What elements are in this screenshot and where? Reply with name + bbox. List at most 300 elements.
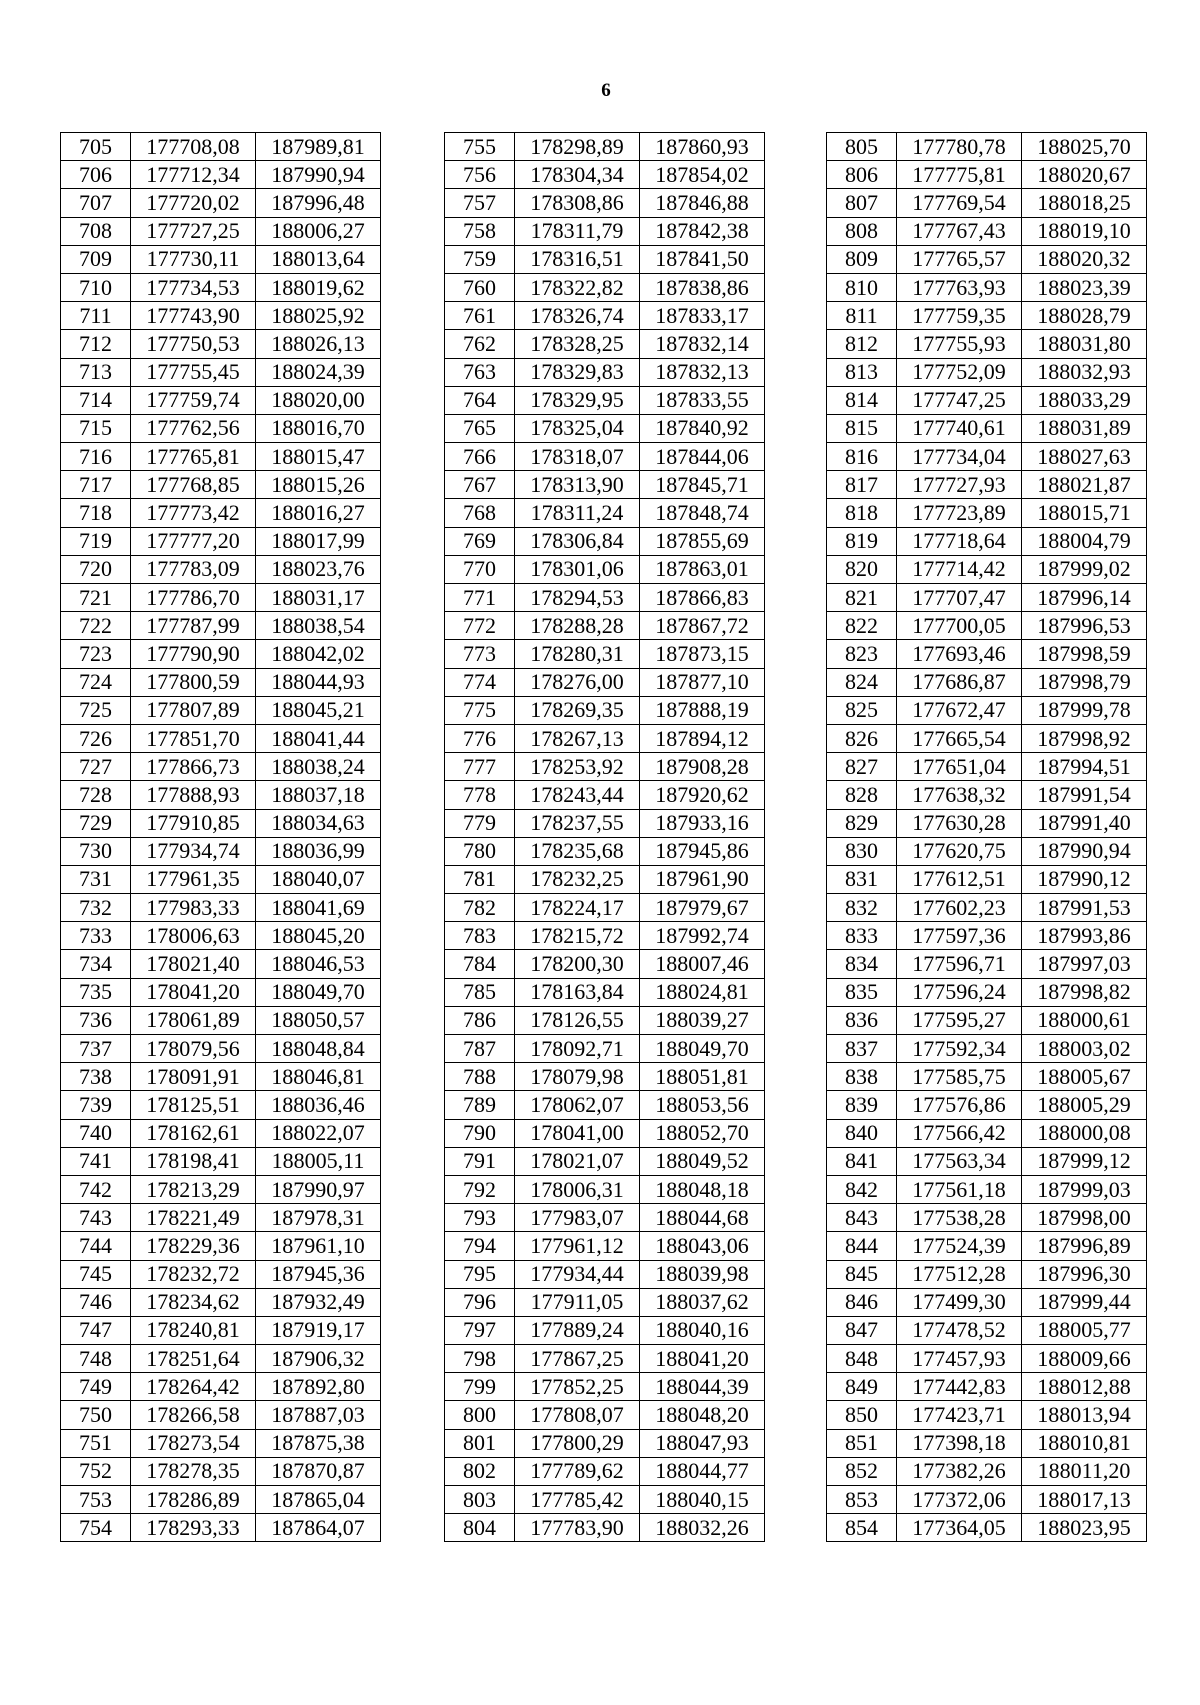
table-row [827, 1429, 1147, 1457]
point-number-cell: 784 [445, 950, 515, 978]
y-coordinate-cell: 187979,67 [640, 894, 765, 922]
table-row [445, 527, 765, 555]
y-coordinate-cell: 188006,27 [256, 217, 381, 245]
y-coordinate-cell: 188016,27 [256, 499, 381, 527]
table-row [61, 1035, 381, 1063]
y-coordinate-cell: 187867,72 [640, 612, 765, 640]
x-coordinate-cell: 178286,89 [131, 1486, 256, 1514]
point-number-cell: 765 [445, 414, 515, 442]
y-coordinate-cell: 188044,93 [256, 668, 381, 696]
point-number-cell: 747 [61, 1316, 131, 1344]
x-coordinate-cell: 178021,07 [515, 1147, 640, 1175]
y-coordinate-cell: 187844,06 [640, 443, 765, 471]
table-row [445, 950, 765, 978]
point-number-cell: 773 [445, 640, 515, 668]
y-coordinate-cell: 187996,30 [1022, 1260, 1147, 1288]
x-coordinate-cell: 177630,28 [897, 809, 1022, 837]
y-coordinate-cell: 188044,77 [640, 1457, 765, 1485]
y-coordinate-cell: 188031,80 [1022, 330, 1147, 358]
x-coordinate-cell: 177755,45 [131, 358, 256, 386]
point-number-cell: 852 [827, 1457, 897, 1485]
y-coordinate-cell: 188011,20 [1022, 1457, 1147, 1485]
point-number-cell: 782 [445, 894, 515, 922]
y-coordinate-cell: 188025,70 [1022, 133, 1147, 161]
x-coordinate-cell: 177769,54 [897, 189, 1022, 217]
point-number-cell: 726 [61, 724, 131, 752]
table-row [827, 555, 1147, 583]
y-coordinate-cell: 187873,15 [640, 640, 765, 668]
y-coordinate-cell: 188040,16 [640, 1316, 765, 1344]
point-number-cell: 723 [61, 640, 131, 668]
table-row [61, 584, 381, 612]
y-coordinate-cell: 187997,03 [1022, 950, 1147, 978]
point-number-cell: 729 [61, 809, 131, 837]
point-number-cell: 809 [827, 245, 897, 273]
x-coordinate-cell: 177866,73 [131, 753, 256, 781]
y-coordinate-cell: 187999,03 [1022, 1175, 1147, 1203]
y-coordinate-cell: 188009,66 [1022, 1345, 1147, 1373]
y-coordinate-cell: 187992,74 [640, 922, 765, 950]
y-coordinate-cell: 187998,82 [1022, 978, 1147, 1006]
x-coordinate-cell: 177808,07 [515, 1401, 640, 1429]
x-coordinate-cell: 177867,25 [515, 1345, 640, 1373]
x-coordinate-cell: 178326,74 [515, 302, 640, 330]
table-row [61, 1401, 381, 1429]
table-row [61, 330, 381, 358]
point-number-cell: 780 [445, 837, 515, 865]
y-coordinate-cell: 187845,71 [640, 471, 765, 499]
x-coordinate-cell: 177566,42 [897, 1119, 1022, 1147]
point-number-cell: 744 [61, 1232, 131, 1260]
point-number-cell: 761 [445, 302, 515, 330]
point-number-cell: 830 [827, 837, 897, 865]
y-coordinate-cell: 187991,53 [1022, 894, 1147, 922]
point-number-cell: 733 [61, 922, 131, 950]
x-coordinate-cell: 177585,75 [897, 1063, 1022, 1091]
point-number-cell: 769 [445, 527, 515, 555]
table-row [445, 1373, 765, 1401]
x-coordinate-cell: 178237,55 [515, 809, 640, 837]
table-row [827, 1316, 1147, 1344]
point-number-cell: 801 [445, 1429, 515, 1457]
y-coordinate-cell: 188041,20 [640, 1345, 765, 1373]
x-coordinate-cell: 178294,53 [515, 584, 640, 612]
point-number-cell: 741 [61, 1147, 131, 1175]
point-number-cell: 804 [445, 1514, 515, 1542]
table-row [827, 1119, 1147, 1147]
x-coordinate-cell: 178092,71 [515, 1035, 640, 1063]
point-number-cell: 802 [445, 1457, 515, 1485]
point-number-cell: 724 [61, 668, 131, 696]
x-coordinate-cell: 178278,35 [131, 1457, 256, 1485]
y-coordinate-cell: 187999,44 [1022, 1288, 1147, 1316]
x-coordinate-cell: 178264,42 [131, 1373, 256, 1401]
point-number-cell: 798 [445, 1345, 515, 1373]
table-row [61, 865, 381, 893]
table-row [445, 443, 765, 471]
y-coordinate-cell: 188036,46 [256, 1091, 381, 1119]
table-row [61, 499, 381, 527]
x-coordinate-cell: 178061,89 [131, 1006, 256, 1034]
table-row [445, 302, 765, 330]
y-coordinate-cell: 187991,54 [1022, 781, 1147, 809]
table-row [61, 273, 381, 301]
x-coordinate-cell: 177790,90 [131, 640, 256, 668]
table-row [827, 809, 1147, 837]
y-coordinate-cell: 188000,61 [1022, 1006, 1147, 1034]
x-coordinate-cell: 177592,34 [897, 1035, 1022, 1063]
table-row [445, 189, 765, 217]
point-number-cell: 789 [445, 1091, 515, 1119]
y-coordinate-cell: 187990,97 [256, 1175, 381, 1203]
point-number-cell: 846 [827, 1288, 897, 1316]
y-coordinate-cell: 187833,17 [640, 302, 765, 330]
x-coordinate-cell: 178293,33 [131, 1514, 256, 1542]
table-row [61, 1288, 381, 1316]
y-coordinate-cell: 188049,70 [256, 978, 381, 1006]
x-coordinate-cell: 177910,85 [131, 809, 256, 837]
table-row [445, 894, 765, 922]
point-number-cell: 831 [827, 865, 897, 893]
table-row [61, 1316, 381, 1344]
table-row [61, 358, 381, 386]
point-number-cell: 707 [61, 189, 131, 217]
x-coordinate-cell: 177707,47 [897, 584, 1022, 612]
x-coordinate-cell: 177755,93 [897, 330, 1022, 358]
y-coordinate-cell: 187996,89 [1022, 1232, 1147, 1260]
point-number-cell: 758 [445, 217, 515, 245]
x-coordinate-cell: 178325,04 [515, 414, 640, 442]
table-row [827, 1373, 1147, 1401]
x-coordinate-cell: 177364,05 [897, 1514, 1022, 1542]
y-coordinate-cell: 188049,70 [640, 1035, 765, 1063]
x-coordinate-cell: 178329,95 [515, 386, 640, 414]
point-number-cell: 785 [445, 978, 515, 1006]
point-number-cell: 736 [61, 1006, 131, 1034]
point-number-cell: 841 [827, 1147, 897, 1175]
x-coordinate-cell: 177807,89 [131, 696, 256, 724]
table-row [61, 1063, 381, 1091]
point-number-cell: 732 [61, 894, 131, 922]
point-number-cell: 725 [61, 696, 131, 724]
point-number-cell: 811 [827, 302, 897, 330]
y-coordinate-cell: 188017,99 [256, 527, 381, 555]
x-coordinate-cell: 177596,24 [897, 978, 1022, 1006]
x-coordinate-cell: 178280,31 [515, 640, 640, 668]
point-number-cell: 712 [61, 330, 131, 358]
x-coordinate-cell: 178301,06 [515, 555, 640, 583]
y-coordinate-cell: 187999,02 [1022, 555, 1147, 583]
table-row [445, 640, 765, 668]
x-coordinate-cell: 177785,42 [515, 1486, 640, 1514]
x-coordinate-cell: 178006,63 [131, 922, 256, 950]
x-coordinate-cell: 177911,05 [515, 1288, 640, 1316]
x-coordinate-cell: 177773,42 [131, 499, 256, 527]
x-coordinate-cell: 177720,02 [131, 189, 256, 217]
y-coordinate-cell: 188020,67 [1022, 161, 1147, 189]
table-row [827, 499, 1147, 527]
point-number-cell: 770 [445, 555, 515, 583]
table-row [827, 865, 1147, 893]
x-coordinate-cell: 177759,74 [131, 386, 256, 414]
y-coordinate-cell: 188040,07 [256, 865, 381, 893]
table-row [445, 330, 765, 358]
point-number-cell: 753 [61, 1486, 131, 1514]
x-coordinate-cell: 178276,00 [515, 668, 640, 696]
point-number-cell: 851 [827, 1429, 897, 1457]
x-coordinate-cell: 177763,93 [897, 273, 1022, 301]
table-row [445, 1514, 765, 1542]
x-coordinate-cell: 178304,34 [515, 161, 640, 189]
point-number-cell: 751 [61, 1429, 131, 1457]
y-coordinate-cell: 187961,10 [256, 1232, 381, 1260]
point-number-cell: 752 [61, 1457, 131, 1485]
table-row [445, 809, 765, 837]
point-number-cell: 717 [61, 471, 131, 499]
y-coordinate-cell: 188007,46 [640, 950, 765, 978]
point-number-cell: 814 [827, 386, 897, 414]
table-row [61, 1514, 381, 1542]
point-number-cell: 772 [445, 612, 515, 640]
x-coordinate-cell: 178125,51 [131, 1091, 256, 1119]
point-number-cell: 754 [61, 1514, 131, 1542]
y-coordinate-cell: 188045,21 [256, 696, 381, 724]
x-coordinate-cell: 177734,04 [897, 443, 1022, 471]
table-row [827, 358, 1147, 386]
point-number-cell: 824 [827, 668, 897, 696]
point-number-cell: 786 [445, 1006, 515, 1034]
table-row [827, 471, 1147, 499]
y-coordinate-cell: 188017,13 [1022, 1486, 1147, 1514]
x-coordinate-cell: 177718,64 [897, 527, 1022, 555]
y-coordinate-cell: 188024,81 [640, 978, 765, 1006]
point-number-cell: 777 [445, 753, 515, 781]
x-coordinate-cell: 178273,54 [131, 1429, 256, 1457]
point-number-cell: 796 [445, 1288, 515, 1316]
y-coordinate-cell: 187865,04 [256, 1486, 381, 1514]
y-coordinate-cell: 188024,39 [256, 358, 381, 386]
x-coordinate-cell: 177638,32 [897, 781, 1022, 809]
x-coordinate-cell: 178308,86 [515, 189, 640, 217]
y-coordinate-cell: 188010,81 [1022, 1429, 1147, 1457]
x-coordinate-cell: 178229,36 [131, 1232, 256, 1260]
x-coordinate-cell: 177524,39 [897, 1232, 1022, 1260]
y-coordinate-cell: 187920,62 [640, 781, 765, 809]
x-coordinate-cell: 177762,56 [131, 414, 256, 442]
x-coordinate-cell: 177734,53 [131, 273, 256, 301]
point-number-cell: 845 [827, 1260, 897, 1288]
x-coordinate-cell: 177765,57 [897, 245, 1022, 273]
table-row [445, 555, 765, 583]
point-number-cell: 799 [445, 1373, 515, 1401]
point-number-cell: 728 [61, 781, 131, 809]
y-coordinate-cell: 187864,07 [256, 1514, 381, 1542]
point-number-cell: 763 [445, 358, 515, 386]
x-coordinate-cell: 177612,51 [897, 865, 1022, 893]
table-row [827, 584, 1147, 612]
table-row [445, 1204, 765, 1232]
x-coordinate-cell: 177423,71 [897, 1401, 1022, 1429]
x-coordinate-cell: 178313,90 [515, 471, 640, 499]
point-number-cell: 795 [445, 1260, 515, 1288]
point-number-cell: 839 [827, 1091, 897, 1119]
y-coordinate-cell: 187860,93 [640, 133, 765, 161]
point-number-cell: 716 [61, 443, 131, 471]
table-row [61, 245, 381, 273]
x-coordinate-cell: 177708,08 [131, 133, 256, 161]
table-row [445, 471, 765, 499]
x-coordinate-cell: 177512,28 [897, 1260, 1022, 1288]
table-row [445, 612, 765, 640]
point-number-cell: 774 [445, 668, 515, 696]
x-coordinate-cell: 178240,81 [131, 1316, 256, 1344]
table-row [827, 161, 1147, 189]
point-number-cell: 848 [827, 1345, 897, 1373]
y-coordinate-cell: 187863,01 [640, 555, 765, 583]
point-number-cell: 807 [827, 189, 897, 217]
x-coordinate-cell: 177478,52 [897, 1316, 1022, 1344]
y-coordinate-cell: 187999,12 [1022, 1147, 1147, 1175]
x-coordinate-cell: 177777,20 [131, 527, 256, 555]
point-number-cell: 820 [827, 555, 897, 583]
point-number-cell: 849 [827, 1373, 897, 1401]
y-coordinate-cell: 188048,84 [256, 1035, 381, 1063]
point-number-cell: 767 [445, 471, 515, 499]
point-number-cell: 721 [61, 584, 131, 612]
x-coordinate-cell: 178322,82 [515, 273, 640, 301]
y-coordinate-cell: 188018,25 [1022, 189, 1147, 217]
y-coordinate-cell: 188015,26 [256, 471, 381, 499]
x-coordinate-cell: 177934,74 [131, 837, 256, 865]
table-row [827, 950, 1147, 978]
table-row [827, 414, 1147, 442]
x-coordinate-cell: 177759,35 [897, 302, 1022, 330]
point-number-cell: 837 [827, 1035, 897, 1063]
point-number-cell: 826 [827, 724, 897, 752]
y-coordinate-cell: 188039,27 [640, 1006, 765, 1034]
table-row [827, 443, 1147, 471]
y-coordinate-cell: 188044,68 [640, 1204, 765, 1232]
point-number-cell: 816 [827, 443, 897, 471]
table-row [445, 1429, 765, 1457]
x-coordinate-cell: 177727,25 [131, 217, 256, 245]
point-number-cell: 776 [445, 724, 515, 752]
y-coordinate-cell: 188005,77 [1022, 1316, 1147, 1344]
x-coordinate-cell: 178306,84 [515, 527, 640, 555]
x-coordinate-cell: 177780,78 [897, 133, 1022, 161]
point-number-cell: 850 [827, 1401, 897, 1429]
y-coordinate-cell: 188048,20 [640, 1401, 765, 1429]
y-coordinate-cell: 187838,86 [640, 273, 765, 301]
table-row [61, 809, 381, 837]
table-row [827, 302, 1147, 330]
table-row [445, 584, 765, 612]
y-coordinate-cell: 187875,38 [256, 1429, 381, 1457]
x-coordinate-cell: 177852,25 [515, 1373, 640, 1401]
x-coordinate-cell: 178232,25 [515, 865, 640, 893]
y-coordinate-cell: 187945,36 [256, 1260, 381, 1288]
point-number-cell: 817 [827, 471, 897, 499]
table-row [445, 922, 765, 950]
table-row [61, 217, 381, 245]
coordinate-table-middle [444, 132, 765, 1542]
y-coordinate-cell: 188031,89 [1022, 414, 1147, 442]
y-coordinate-cell: 188023,95 [1022, 1514, 1147, 1542]
table-row [61, 386, 381, 414]
table-row [61, 133, 381, 161]
y-coordinate-cell: 188000,08 [1022, 1119, 1147, 1147]
x-coordinate-cell: 177768,85 [131, 471, 256, 499]
point-number-cell: 822 [827, 612, 897, 640]
y-coordinate-cell: 187892,80 [256, 1373, 381, 1401]
y-coordinate-cell: 188037,18 [256, 781, 381, 809]
y-coordinate-cell: 187854,02 [640, 161, 765, 189]
y-coordinate-cell: 187996,48 [256, 189, 381, 217]
y-coordinate-cell: 188048,18 [640, 1175, 765, 1203]
table-row [827, 1232, 1147, 1260]
y-coordinate-cell: 188041,44 [256, 724, 381, 752]
y-coordinate-cell: 188021,87 [1022, 471, 1147, 499]
table-row [445, 668, 765, 696]
y-coordinate-cell: 188023,76 [256, 555, 381, 583]
table-row [445, 386, 765, 414]
table-row [61, 724, 381, 752]
y-coordinate-cell: 188015,71 [1022, 499, 1147, 527]
x-coordinate-cell: 178243,44 [515, 781, 640, 809]
x-coordinate-cell: 178316,51 [515, 245, 640, 273]
point-number-cell: 727 [61, 753, 131, 781]
point-number-cell: 827 [827, 753, 897, 781]
x-coordinate-cell: 177665,54 [897, 724, 1022, 752]
point-number-cell: 746 [61, 1288, 131, 1316]
page-number: 6 [601, 80, 611, 101]
point-number-cell: 787 [445, 1035, 515, 1063]
point-number-cell: 854 [827, 1514, 897, 1542]
y-coordinate-cell: 187866,83 [640, 584, 765, 612]
table-row [827, 753, 1147, 781]
x-coordinate-cell: 178163,84 [515, 978, 640, 1006]
table-row [827, 1006, 1147, 1034]
table-row [61, 443, 381, 471]
point-number-cell: 743 [61, 1204, 131, 1232]
x-coordinate-cell: 177983,07 [515, 1204, 640, 1232]
y-coordinate-cell: 188050,57 [256, 1006, 381, 1034]
table-row [445, 724, 765, 752]
point-number-cell: 734 [61, 950, 131, 978]
point-number-cell: 737 [61, 1035, 131, 1063]
table-row [445, 161, 765, 189]
x-coordinate-cell: 177889,24 [515, 1316, 640, 1344]
table-row [445, 414, 765, 442]
x-coordinate-cell: 178318,07 [515, 443, 640, 471]
table-row [61, 302, 381, 330]
table-row [445, 358, 765, 386]
x-coordinate-cell: 178213,29 [131, 1175, 256, 1203]
point-number-cell: 833 [827, 922, 897, 950]
x-coordinate-cell: 177851,70 [131, 724, 256, 752]
table-row [61, 950, 381, 978]
table-row [61, 1006, 381, 1034]
x-coordinate-cell: 177800,59 [131, 668, 256, 696]
y-coordinate-cell: 188032,93 [1022, 358, 1147, 386]
y-coordinate-cell: 187894,12 [640, 724, 765, 752]
table-row [827, 189, 1147, 217]
y-coordinate-cell: 187998,79 [1022, 668, 1147, 696]
x-coordinate-cell: 177783,09 [131, 555, 256, 583]
y-coordinate-cell: 187998,59 [1022, 640, 1147, 668]
point-number-cell: 764 [445, 386, 515, 414]
y-coordinate-cell: 188005,11 [256, 1147, 381, 1175]
